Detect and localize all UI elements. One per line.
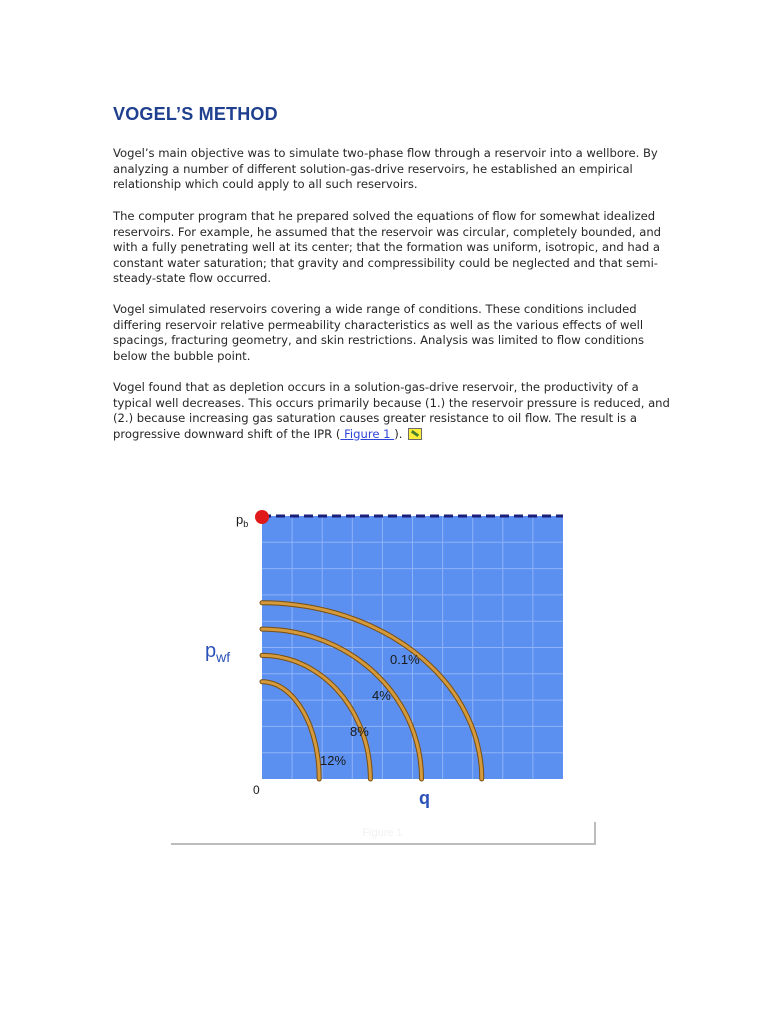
y-axis-label: $p_{wf}$ (205, 640, 231, 665)
curve-label: 8% (350, 724, 369, 739)
paragraph-conditions: Vogel simulated reservoirs covering a wide range of conditions. These conditions included differing reservoir relative permeability characteristics as well as the various effects of well spacings, fracturing geometry, and skin restrictions. Analysis was limited to flow conditions below the bubble point. (113, 302, 645, 363)
paragraph-objective: Vogel’s main objective was to simulate two-phase flow through a reservoir into a wellbore. By analyzing a number of different solution-gas-drive reservoirs, he established an empirical relationship which could apply to all such reservoirs. (113, 146, 658, 191)
x-axis-label: q (419, 788, 430, 808)
figure-1-link[interactable]: Figure 1 (340, 426, 395, 441)
origin-label: 0 (253, 783, 260, 797)
paragraph-assumptions: The computer program that he prepared solved the equations of flow for somewhat idealized reservoirs. For example, he assumed that the reservoir was circular, completely bounded, and with a fully penetrating well at its center; that the formation was uniform, isotropic, and had a constant water saturation; that gravity and compressibility could be neglected and that semi-steady-state flow occurred. (113, 209, 662, 285)
figure-caption: Figure 1 (362, 827, 403, 839)
figure-caption-bar (171, 822, 596, 845)
figure-link-close: ). (394, 426, 403, 441)
figure-link-open: ( (335, 426, 341, 441)
findings-text: Vogel found that as depletion occurs in a solution-gas-drive reservoir, the productivity of a typical well decreases. This occurs primarily because (1.) the reservoir pressure is reduced, and (2.) because increasing gas saturation causes greater resistance to oil flow. The result is a progressive downward shift of the IPR (113, 380, 670, 441)
page-title: VOGEL’S METHOD (113, 104, 278, 124)
curve-label: 0.1% (390, 652, 420, 667)
curve-label: 4% (372, 688, 391, 703)
bubble-point-marker (255, 510, 269, 524)
bubble-point-label: $p_b$ (236, 512, 249, 529)
curve-label: 12% (320, 753, 347, 768)
